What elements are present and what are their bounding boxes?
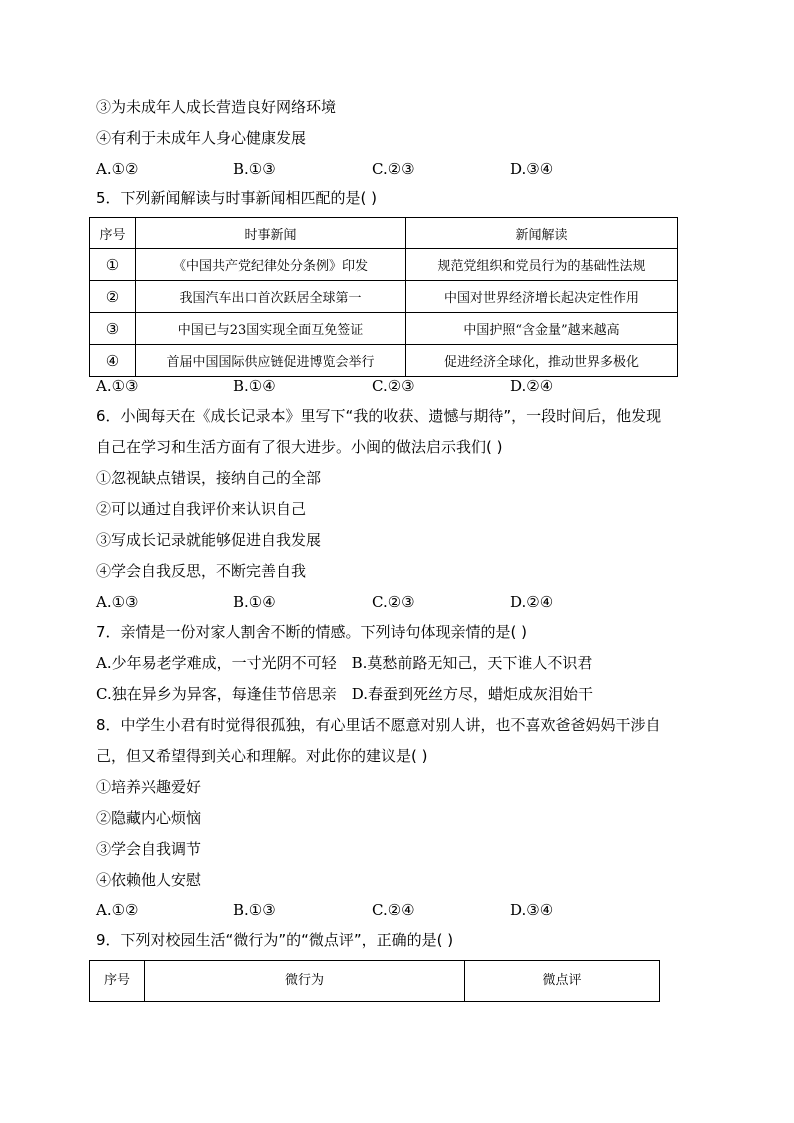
header-comment: 微点评 [465,961,660,1002]
option-a[interactable]: A.①② [96,901,139,919]
table-row [90,313,678,345]
option-d[interactable]: D.③④ [510,901,554,919]
q8-statement-3: ③学会自我调节 [96,840,202,858]
table-header-row [90,961,660,1002]
row-news: 首届中国国际供应链促进博览会举行 [136,345,406,377]
q7-options-ab[interactable]: A.少年易老学难成，一寸光阴不可轻 B.莫愁前路无知己，天下谁人不识君 [96,654,593,672]
q8-stem-line2: 己，但又希望得到关心和理解。对此你的建议是( ) [96,747,428,765]
row-index: ④ [90,345,136,377]
row-index: ① [90,249,136,281]
option-d[interactable]: D.③④ [510,160,554,178]
table-row [90,345,678,377]
row-news: 中国已与23国实现全面互免签证 [136,313,406,345]
option-b[interactable]: B.①④ [233,593,276,611]
row-interpretation: 中国护照“含金量”越来越高 [406,313,678,345]
q7-stem: 7．亲情是一份对家人割舍不断的情感。下列诗句体现亲情的是( ) [96,623,528,641]
row-interpretation: 规范党组织和党员行为的基础性法规 [406,249,678,281]
q4-statement-4: ④有利于未成年人身心健康发展 [96,129,307,147]
table-header-row [90,218,678,249]
q6-stem-line2: 自己在学习和生活方面有了很大进步。小闽的做法启示我们( ) [96,438,503,456]
q8-stem-line1: 8．中学生小君有时觉得很孤独，有心里话不愿意对别人讲，也不喜欢爸爸妈妈干涉自 [96,716,661,734]
q5-stem: 5．下列新闻解读与时事新闻相匹配的是( ) [96,189,378,207]
option-c[interactable]: C.②③ [372,377,415,395]
table-row [90,249,678,281]
option-b[interactable]: B.①③ [233,901,276,919]
q7-options-cd[interactable]: C.独在异乡为异客，每逢佳节倍思亲 D.春蚕到死丝方尽，蜡炬成灰泪始干 [96,685,593,703]
header-news: 时事新闻 [136,218,406,249]
header-interpretation: 新闻解读 [406,218,678,249]
q6-statement-2: ②可以通过自我评价来认识自己 [96,500,307,518]
q6-statement-1: ①忽视缺点错误，接纳自己的全部 [96,469,322,487]
option-a[interactable]: A.①③ [96,593,139,611]
option-b[interactable]: B.①④ [233,377,276,395]
option-c[interactable]: C.②④ [372,901,415,919]
q4-statement-3: ③为未成年人成长营造良好网络环境 [96,98,337,116]
row-index: ② [90,281,136,313]
header-index: 序号 [90,961,145,1002]
q8-statement-2: ②隐藏内心烦恼 [96,809,202,827]
option-d[interactable]: D.②④ [510,377,554,395]
row-news: 《中国共产党纪律处分条例》印发 [136,249,406,281]
q5-news-table [89,217,678,377]
option-c[interactable]: C.②③ [372,160,415,178]
table-row [90,281,678,313]
q6-statement-4: ④学会自我反思，不断完善自我 [96,562,307,580]
q9-table [89,960,660,1002]
q9-stem: 9．下列对校园生活“微行为”的“微点评”，正确的是( ) [96,931,454,949]
q8-statement-1: ①培养兴趣爱好 [96,778,202,796]
q6-stem-line1: 6．小闽每天在《成长记录本》里写下“我的收获、遗憾与期待”，一段时间后，他发现 [96,407,662,425]
option-d[interactable]: D.②④ [510,593,554,611]
row-interpretation: 促进经济全球化，推动世界多极化 [406,345,678,377]
option-a[interactable]: A.①② [96,160,139,178]
option-a[interactable]: A.①③ [96,377,139,395]
option-b[interactable]: B.①③ [233,160,276,178]
header-index: 序号 [90,218,136,249]
q8-statement-4: ④依赖他人安慰 [96,871,202,889]
row-interpretation: 中国对世界经济增长起决定性作用 [406,281,678,313]
header-behavior: 微行为 [145,961,465,1002]
option-c[interactable]: C.②③ [372,593,415,611]
row-index: ③ [90,313,136,345]
row-news: 我国汽车出口首次跃居全球第一 [136,281,406,313]
q6-statement-3: ③写成长记录就能够促进自我发展 [96,531,322,549]
